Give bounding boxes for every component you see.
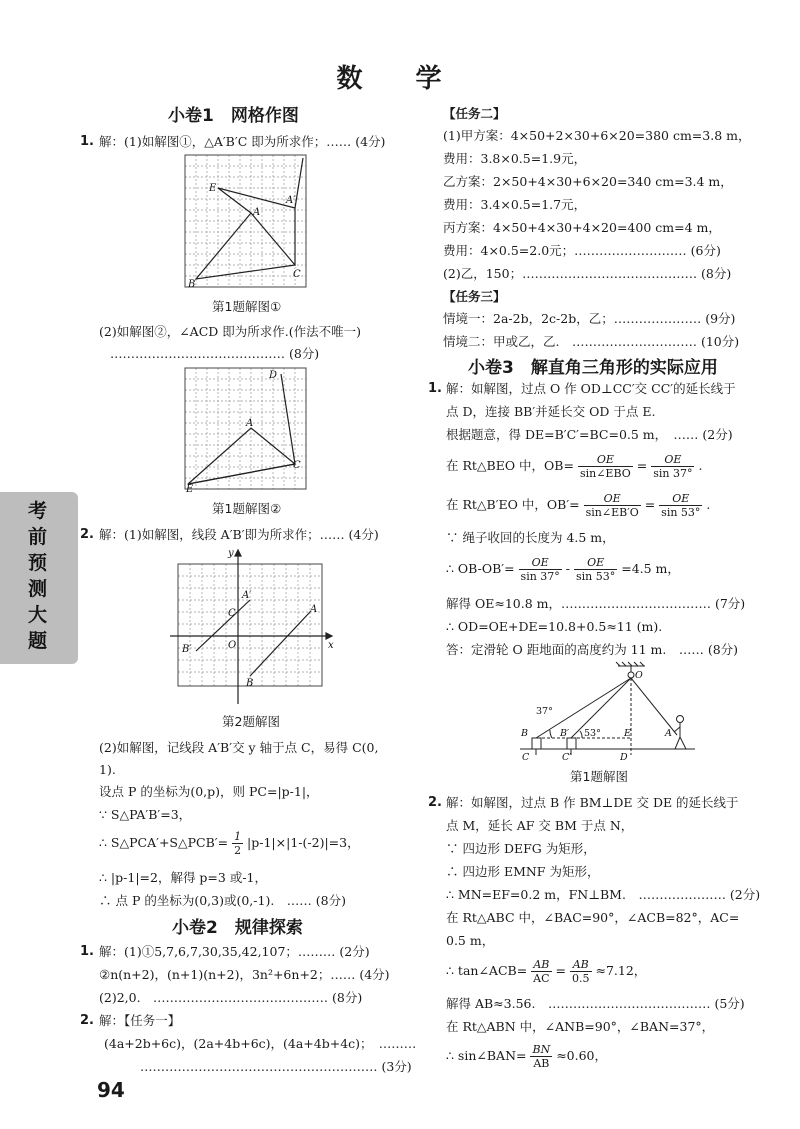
text-line: 解：如解图，过点 B 作 BM⊥DE 交 DE 的延长线于 xyxy=(446,795,739,810)
text-line: ∴ 点 P 的坐标为(0,3)或(0,-1). …… (8分) xyxy=(99,893,346,908)
text-line: 根据题意，得 DE=B′C′=BC=0.5 m， …… (2分) xyxy=(446,427,733,442)
text-line: 在 Rt△ABN 中，∠ANB=90°，∠BAN=37°， xyxy=(446,1019,715,1034)
point-label: D xyxy=(620,752,628,763)
denominator: AB xyxy=(533,1057,550,1070)
text-line: (2)乙，150；…………………………………… (8分) xyxy=(443,266,732,281)
text-line: 费用：3.4×0.5=1.7元， xyxy=(443,197,587,212)
angle-label: 37° xyxy=(536,706,553,717)
minus-sign: - xyxy=(565,561,571,576)
text-line: 情境一：2a-2b，2c-2b，乙；………………… (9分) xyxy=(443,311,736,326)
origin-label: O xyxy=(228,640,237,651)
numerator: OE xyxy=(574,556,617,570)
text-line: (4a+2b+6c)，(2a+4b+6c)，(4a+4b+4c)； ……… xyxy=(104,1036,417,1051)
equals-sign: = xyxy=(644,497,656,512)
figure-caption: 第2题解图 xyxy=(222,714,280,729)
point-label: B xyxy=(188,279,196,290)
figure-caption: 第1题解图② xyxy=(212,501,282,516)
text-line xyxy=(446,453,702,480)
text-span: ≈7.12， xyxy=(595,963,647,978)
text-line: ∵ 绳子收回的长度为 4.5 m， xyxy=(446,530,615,545)
text-line: 解：(1)如解图①，△A′B′C 即为所求作；…… (4分) xyxy=(99,134,386,149)
question-number: 2. xyxy=(428,795,442,810)
section-heading-2: 小卷2 规律探索 xyxy=(172,918,303,938)
text-line: 点 M，延长 AF 交 BM 于点 N， xyxy=(446,818,634,833)
numerator: AB xyxy=(531,958,551,972)
point-label: B′ xyxy=(560,728,570,739)
text-line: 解得 OE≈10.8 m，……………………………… (7分) xyxy=(446,596,746,611)
question-number: 2. xyxy=(80,527,94,542)
text-line: 费用：4×0.5=2.0元；……………………… (6分) xyxy=(443,243,721,258)
text-line: (2)如解图，记线段 A′B′交 y 轴于点 C，易得 C(0, xyxy=(99,740,379,755)
denominator: 0.5 xyxy=(572,972,590,985)
text-span: ∴ S△PCA′+S△PCB′= xyxy=(99,835,229,850)
fraction xyxy=(530,1043,552,1070)
text-span: ∴ sin∠BAN= xyxy=(446,1048,527,1063)
period: . xyxy=(706,497,711,512)
numerator: OE xyxy=(651,453,694,467)
axis-label: x xyxy=(328,640,334,651)
text-line: 设点 P 的坐标为(0,p)，则 PC=|p-1|， xyxy=(99,784,319,799)
question-number: 1. xyxy=(80,134,94,149)
fraction xyxy=(578,453,633,480)
point-label: E xyxy=(209,183,217,194)
text-line xyxy=(446,1043,607,1070)
pulley-figure xyxy=(510,660,700,765)
text-line: 解：【任务一】 xyxy=(99,1013,181,1028)
text-line: ∴ OD=OE+DE=10.8+0.5≈11 (m). xyxy=(446,619,663,634)
fraction xyxy=(232,830,243,857)
text-span: ∴ OB-OB′= xyxy=(446,561,515,576)
point-label: C xyxy=(293,460,301,471)
text-line: 点 D，连接 BB′并延长交 OD 于点 E. xyxy=(446,404,656,419)
fraction xyxy=(531,958,551,985)
axis-label: y xyxy=(228,548,234,559)
fraction xyxy=(574,556,617,583)
numerator: AB xyxy=(570,958,592,972)
text-span: 在 Rt△B′EO 中，OB′= xyxy=(446,497,580,512)
page-title: 数 学 xyxy=(336,64,464,94)
text-line: 解得 AB≈3.56. ………………………………… (5分) xyxy=(446,996,745,1011)
question-number: 1. xyxy=(80,944,94,959)
text-line xyxy=(446,492,710,519)
point-label: A xyxy=(665,728,672,739)
text-line: (2)2,0. …………………………………… (8分) xyxy=(99,990,363,1005)
point-label: O xyxy=(635,670,643,681)
point-label: E xyxy=(624,728,631,739)
text-line: (2)如解图②，∠ACD 即为所求作.(作法不唯一) xyxy=(99,324,361,339)
task-heading: 【任务三】 xyxy=(443,289,506,304)
text-line: 解：如解图，过点 O 作 OD⊥CC′交 CC′的延长线于 xyxy=(446,381,736,396)
point-label: A xyxy=(246,418,254,429)
text-line xyxy=(446,958,646,985)
question-number: 2. xyxy=(80,1013,94,1028)
fraction xyxy=(659,492,702,519)
numerator: 1 xyxy=(234,830,242,843)
text-line: 答：定滑轮 O 距地面的高度约为 11 m. …… (8分) xyxy=(446,642,739,657)
denominator: AC xyxy=(533,972,550,985)
section-heading-1: 小卷1 网格作图 xyxy=(168,106,299,126)
point-label: C xyxy=(293,269,301,280)
point-label: C′ xyxy=(562,752,572,763)
text-line: ②n(n+2)，(n+1)(n+2)，3n²+6n+2；…… (4分) xyxy=(99,967,390,982)
text-span: ≈0.60， xyxy=(556,1048,607,1063)
text-line: …………………………………… (8分) xyxy=(110,346,320,361)
text-line: 1). xyxy=(99,762,116,777)
denominator: 2 xyxy=(234,844,242,857)
point-label: A xyxy=(253,207,261,218)
text-line: ∴ MN=EF=0.2 m，FN⊥BM. ………………… (2分) xyxy=(446,887,761,902)
fraction xyxy=(651,453,694,480)
text-line: 0.5 m， xyxy=(446,933,495,948)
fraction xyxy=(570,958,592,985)
text-line: 情境二：甲或乙，乙. ………………………… (10分) xyxy=(443,334,740,349)
numerator: BN xyxy=(532,1043,551,1056)
denominator: sin 53° xyxy=(661,506,701,519)
text-line: ………………………………………………… (3分) xyxy=(140,1059,412,1074)
task-heading: 【任务二】 xyxy=(443,106,506,121)
text-line: 解：(1)如解图，线段 A′B′即为所求作；…… (4分) xyxy=(99,527,379,542)
text-line xyxy=(99,830,360,857)
text-span: =4.5 m， xyxy=(621,561,680,576)
point-label: B′ xyxy=(182,644,192,655)
text-line: 在 Rt△ABC 中，∠BAC=90°，∠ACB=82°，AC= xyxy=(446,910,740,925)
text-line xyxy=(446,556,680,583)
denominator: sin∠EB′O xyxy=(585,506,639,519)
point-label: A′ xyxy=(286,195,296,206)
side-tab-label: 考前预测大题 xyxy=(28,500,48,652)
point-label: C xyxy=(522,752,530,763)
grid-figure-1 xyxy=(183,153,313,293)
denominator: sin 37° xyxy=(653,467,693,480)
fraction xyxy=(584,492,641,519)
point-label: B xyxy=(246,678,254,689)
denominator: sin∠EBO xyxy=(579,467,631,480)
angle-label: 53° xyxy=(584,728,601,739)
denominator: sin 37° xyxy=(520,570,560,583)
text-line: 费用：3.8×0.5=1.9元， xyxy=(443,151,587,166)
point-label: A′ xyxy=(242,590,252,601)
denominator: sin 53° xyxy=(576,570,616,583)
text-line: 丙方案：4×50+4×30+4×20=400 cm=4 m， xyxy=(443,220,721,235)
period: . xyxy=(698,458,703,473)
text-line: ∴ 四边形 EMNF 为矩形， xyxy=(446,864,600,879)
point-label: A xyxy=(310,604,318,615)
equals-sign: = xyxy=(555,963,567,978)
grid-figure-2 xyxy=(183,366,313,496)
numerator: OE xyxy=(578,453,633,467)
page-number: 94 xyxy=(97,1078,125,1102)
equals-sign: = xyxy=(636,458,648,473)
fraction xyxy=(519,556,562,583)
point-label: E xyxy=(186,484,194,495)
text-line: ∵ 四边形 DEFG 为矩形， xyxy=(446,841,596,856)
text-line: ∴ |p-1|=2，解得 p=3 或-1， xyxy=(99,870,268,885)
text-span: |p-1|×|1-(-2)|=3， xyxy=(247,835,360,850)
text-line: 乙方案：2×50+4×30+6×20=340 cm=3.4 m， xyxy=(443,174,733,189)
text-span: 在 Rt△BEO 中，OB= xyxy=(446,458,574,473)
text-span: ∴ tan∠ACB= xyxy=(446,963,528,978)
section-heading-3: 小卷3 解直角三角形的实际应用 xyxy=(468,358,718,378)
text-line: (1)甲方案：4×50+2×30+6×20=380 cm=3.8 m， xyxy=(443,128,751,143)
numerator: OE xyxy=(584,492,641,506)
numerator: OE xyxy=(659,492,702,506)
point-label: B xyxy=(521,728,528,739)
question-number: 1. xyxy=(428,381,442,396)
numerator: OE xyxy=(519,556,562,570)
text-line: ∵ S△PA′B′=3， xyxy=(99,807,192,822)
figure-caption: 第1题解图 xyxy=(570,769,628,784)
text-line: 解：(1)①5,7,6,7,30,35,42,107；……… (2分) xyxy=(99,944,370,959)
point-label: D xyxy=(269,370,278,381)
figure-caption: 第1题解图① xyxy=(212,299,282,314)
point-label: C xyxy=(228,608,236,619)
coordinate-figure xyxy=(170,546,340,706)
